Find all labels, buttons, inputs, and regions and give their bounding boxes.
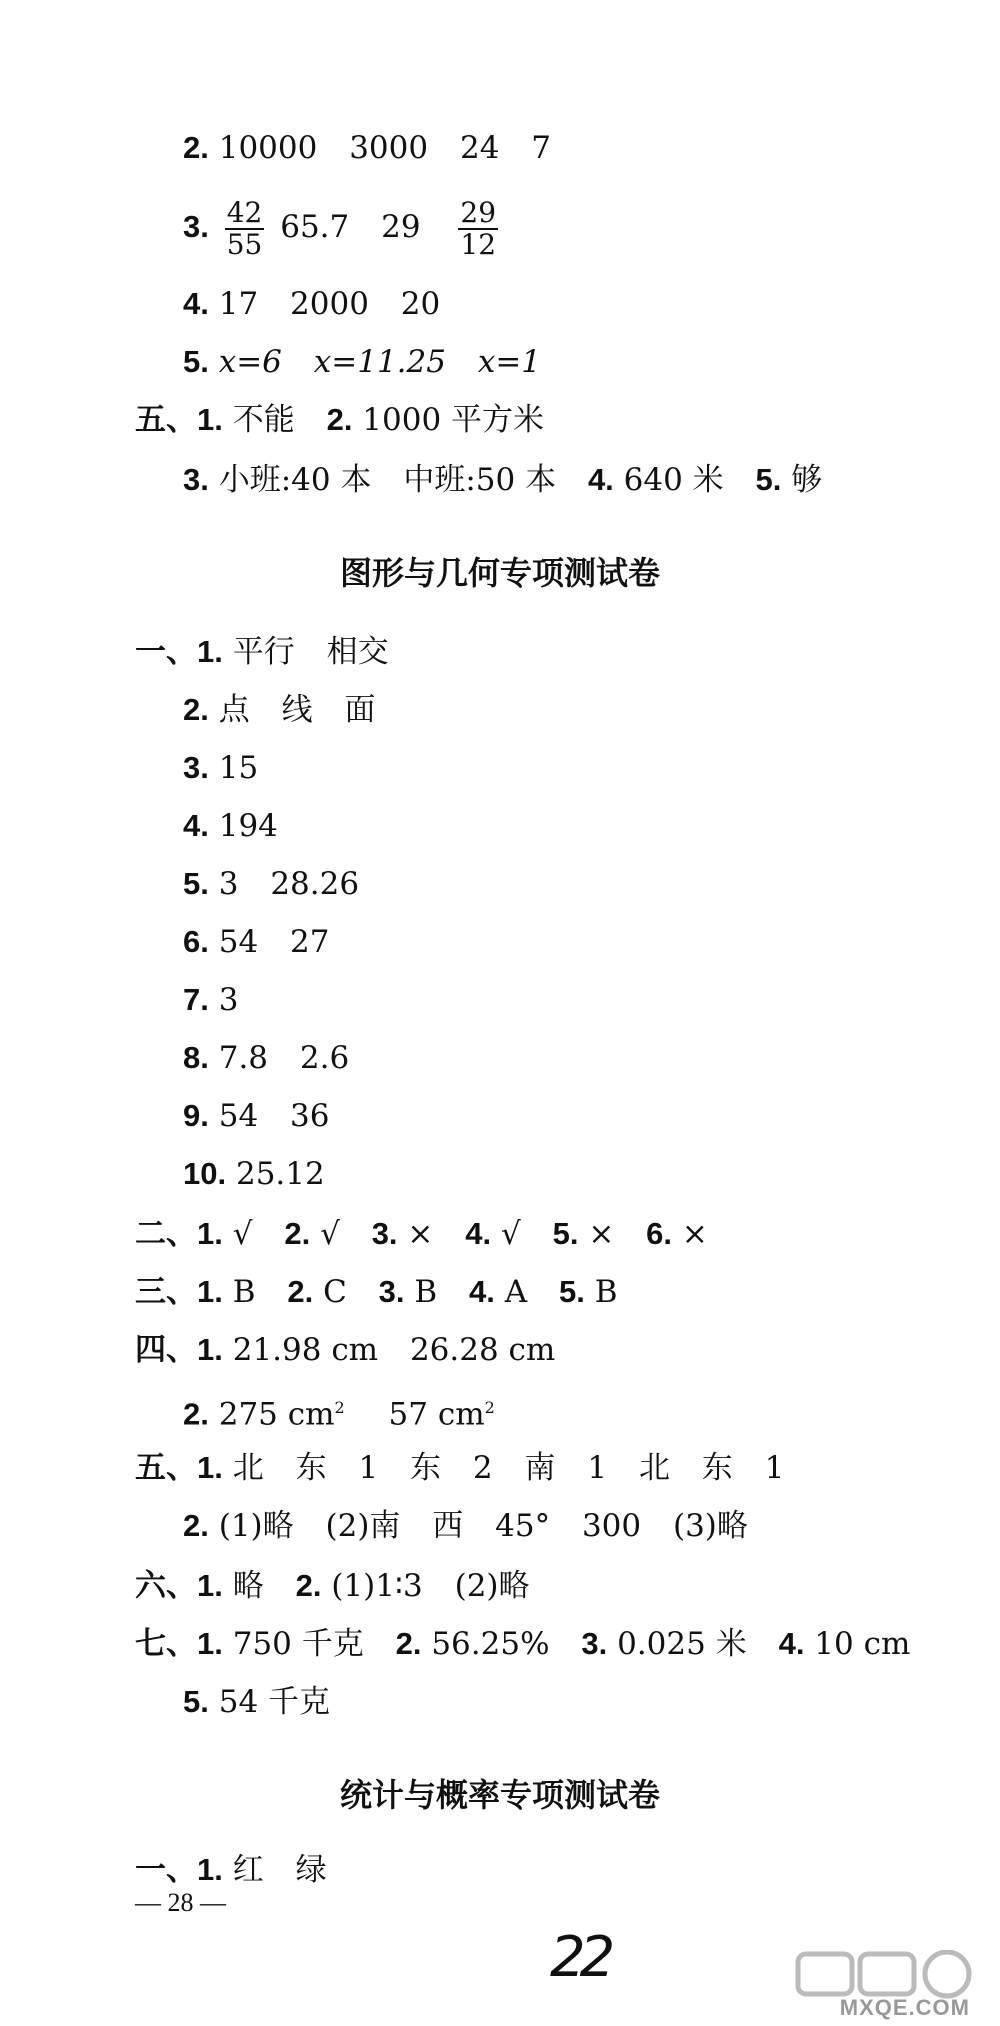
watermark-text: MXQE.COM <box>839 1995 970 2020</box>
answer-line: 一、1. 平行 相交 <box>135 634 389 670</box>
answer-line: 8. 7.8 2.6 <box>183 1040 350 1076</box>
answer-line: 7. 3 <box>183 982 239 1018</box>
answer-line: 一、1. 红 绿 <box>135 1852 327 1888</box>
answer-line: 五、1. 北 东 1 东 2 南 1 北 东 1 <box>135 1450 785 1486</box>
answer-line: 3. 15 <box>183 750 259 786</box>
fraction: $\frac{42}{55}$ <box>226 195 263 261</box>
answer-line: 2. 275 $cm^2$ 57 $cm^2$ <box>183 1396 495 1433</box>
answer-line: 4. 194 <box>183 808 278 844</box>
answer-line: 10. 25.12 <box>183 1156 325 1192</box>
section-title: 统计与概率专项测试卷 <box>339 1776 660 1814</box>
answer-line: 2. (1)略 (2)南 西 45° 300 (3)略 <box>183 1508 748 1544</box>
answer-line: 3. $\frac{42}{55}$ 65.7 29 $\frac{29}{12}$ <box>183 195 497 261</box>
answer-line: 2. 10000 3000 24 7 <box>183 130 552 166</box>
answer-line: 5. 3 28.26 <box>183 866 360 902</box>
answer-line: 4. 17 2000 20 <box>183 286 441 322</box>
answer-line: 5. 54 千克 <box>183 1684 331 1720</box>
answer-line: 三、1. B 2. C 3. B 4. A 5. B <box>135 1274 618 1310</box>
answer-line: 七、1. 750 千克 2. 56.25% 3. 0.025 米 4. 10 cm <box>135 1626 911 1662</box>
answer-line: 五、1. 不能 2. 1000 平方米 <box>135 402 545 438</box>
fraction: $\frac{29}{12}$ <box>460 195 497 261</box>
page-number: — 28 — <box>135 1888 226 1917</box>
answer-line: 六、1. 略 2. (1)1∶3 (2)略 <box>135 1568 530 1604</box>
section-title: 图形与几何专项测试卷 <box>339 554 660 592</box>
answer-line: 6. 54 27 <box>183 924 330 960</box>
answer-line: 二、1. √ 2. √ 3. × 4. √ 5. × 6. × <box>135 1216 708 1252</box>
answer-line: 四、1. 21.98 cm 26.28 cm <box>135 1332 556 1368</box>
answer-line: 5. x=6 x=11.25 x=1 <box>183 344 542 380</box>
handwritten-number: 22 <box>550 1925 610 1990</box>
answer-line: 9. 54 36 <box>183 1098 330 1134</box>
answer-line: 2. 点 线 面 <box>183 692 376 728</box>
answer-line: 3. 小班:40 本 中班:50 本 4. 640 米 5. 够 <box>183 462 823 498</box>
